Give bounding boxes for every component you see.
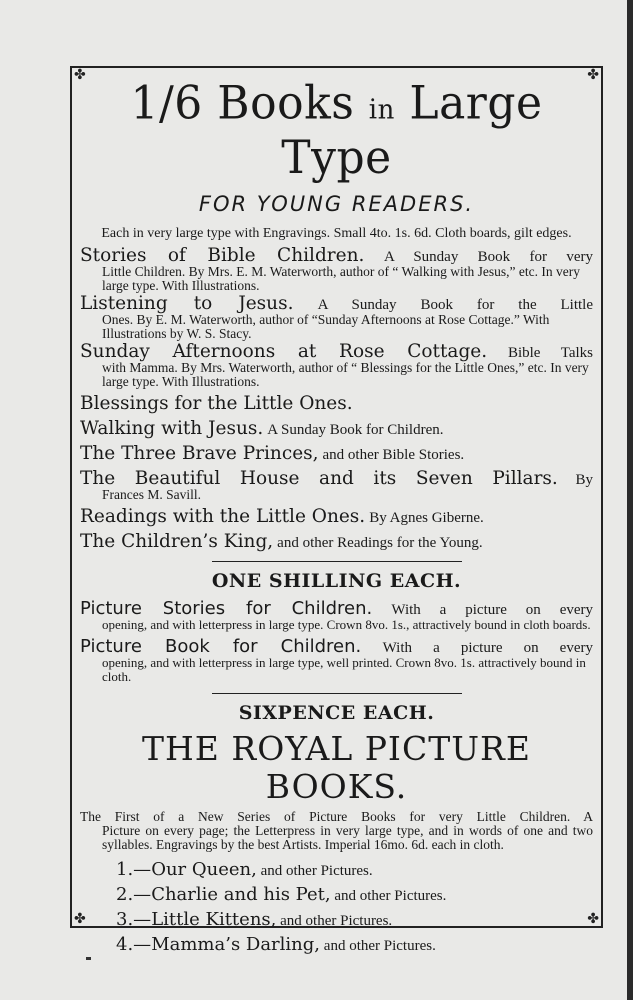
item-number: 3.—	[116, 909, 152, 930]
book-desc: and other Bible Stories.	[322, 447, 465, 463]
book-desc: A Sunday Book for Children.	[267, 422, 444, 438]
headline-part: 1/6 Books	[130, 76, 369, 130]
book-entry	[80, 418, 593, 439]
corner-ornament-icon: ✤	[74, 911, 86, 927]
book-entry	[80, 245, 593, 293]
shilling-item	[80, 636, 593, 684]
corner-ornament-icon: ✤	[587, 911, 599, 927]
book-title: The Beautiful House and its Seven Pillars.	[80, 468, 558, 489]
item-rest: and other Pictures.	[280, 913, 393, 929]
book-desc-cont: Ones. By E. M. Waterworth, author of “Sunday Afternoons at Rose Cottage.” With Illustrations by W. S. Stacy.	[102, 312, 550, 341]
book-title: Stories of Bible Children.	[80, 245, 365, 266]
advertisement-content	[80, 78, 593, 958]
item-title: Little Kittens,	[151, 909, 277, 930]
series-description	[80, 810, 593, 852]
picture-book-list	[116, 858, 593, 958]
book-title: Listening to Jesus.	[80, 293, 294, 314]
book-title: The Three Brave Princes,	[80, 443, 319, 464]
series-desc-line: The First of a New Series of Picture Books for very Little Children. A	[80, 809, 593, 824]
item-number: 1.—	[116, 859, 152, 880]
section-heading-shilling: ONE SHILLING EACH.	[211, 570, 462, 592]
list-item	[116, 908, 593, 933]
item-title: Our Queen,	[151, 859, 257, 880]
book-desc: By	[575, 472, 594, 488]
book-entry	[80, 341, 593, 389]
list-item	[116, 933, 593, 958]
book-desc-cont: with Mamma. By Mrs. Waterworth, author of “ Blessings for the Little Ones,” etc. In very large type. With Illustrations.	[102, 360, 589, 389]
corner-ornament-icon: ✤	[587, 67, 599, 83]
item-number: 4.—	[116, 934, 152, 955]
book-title: Sunday Afternoons at Rose Cottage.	[80, 341, 488, 362]
subheading: FOR YOUNG READERS.	[198, 192, 475, 216]
book-title: The Children’s King,	[80, 531, 274, 552]
book-desc-cont: Little Children. By Mrs. E. M. Waterworth, author of “ Walking with Jesus,” etc. In very large type. With Illustrations.	[102, 264, 580, 293]
list-item	[116, 883, 593, 908]
book-entry	[80, 443, 593, 464]
book-title: Readings with the Little Ones.	[80, 506, 366, 527]
item-desc-cont: opening, and with letterpress in large type, well printed. Crown 8vo. 1s. attractively bound in cloth.	[102, 655, 586, 684]
series-desc-cont: Picture on every page; the Letterpress in very large type, and in words of one and two syllables. Engravings by the best Artists. Imperial 16mo. 6d. each in cloth.	[102, 823, 593, 852]
item-rest: and other Pictures.	[323, 938, 436, 954]
divider-rule	[212, 693, 462, 694]
item-title: Picture Stories for Children.	[80, 598, 373, 619]
item-title: Mamma’s Darling,	[151, 934, 321, 955]
section-heading-sixpence: SIXPENCE EACH.	[238, 702, 435, 724]
book-desc: A Sunday Book for the Little	[317, 297, 593, 313]
headline-part: Large Type	[281, 76, 543, 185]
book-desc-cont: Frances M. Savill.	[102, 487, 201, 502]
book-desc: Bible Talks	[507, 345, 593, 361]
item-number: 2.—	[116, 884, 152, 905]
book-desc: A Sunday Book for very	[384, 249, 594, 265]
item-desc-cont: opening, and with letterpress in large type. Crown 8vo. 1s., attractively bound in cloth boards.	[102, 617, 591, 632]
book-title: Blessings for the Little Ones.	[80, 393, 353, 414]
shilling-item	[80, 598, 593, 632]
book-entry	[80, 531, 593, 552]
page-edge	[627, 0, 633, 1000]
book-entry	[80, 468, 593, 502]
advertisement-frame	[70, 66, 603, 955]
item-rest: and other Pictures.	[260, 863, 373, 879]
intro-text: Each in very large type with Engravings. Small 4to. 1s. 6d. Cloth boards, gilt edges.	[101, 226, 572, 241]
book-entry	[80, 506, 593, 527]
series-title: THE ROYAL PICTURE BOOKS.	[142, 729, 531, 806]
item-rest: and other Pictures.	[334, 888, 447, 904]
book-desc: and other Readings for the Young.	[277, 535, 483, 551]
item-desc: With a picture on every	[391, 602, 593, 618]
book-entry	[80, 393, 593, 414]
book-title: Walking with Jesus.	[80, 418, 264, 439]
item-desc: With a picture on every	[382, 640, 593, 656]
book-desc: By Agnes Giberne.	[369, 510, 484, 526]
item-title: Picture Book for Children.	[80, 636, 362, 657]
book-entry	[80, 293, 593, 341]
corner-ornament-icon: ✤	[74, 67, 86, 83]
headline-part: in	[368, 94, 395, 126]
list-item	[116, 858, 593, 883]
stray-mark	[86, 957, 91, 960]
divider-rule	[212, 561, 462, 562]
headline	[80, 76, 593, 185]
item-title: Charlie and his Pet,	[151, 884, 331, 905]
